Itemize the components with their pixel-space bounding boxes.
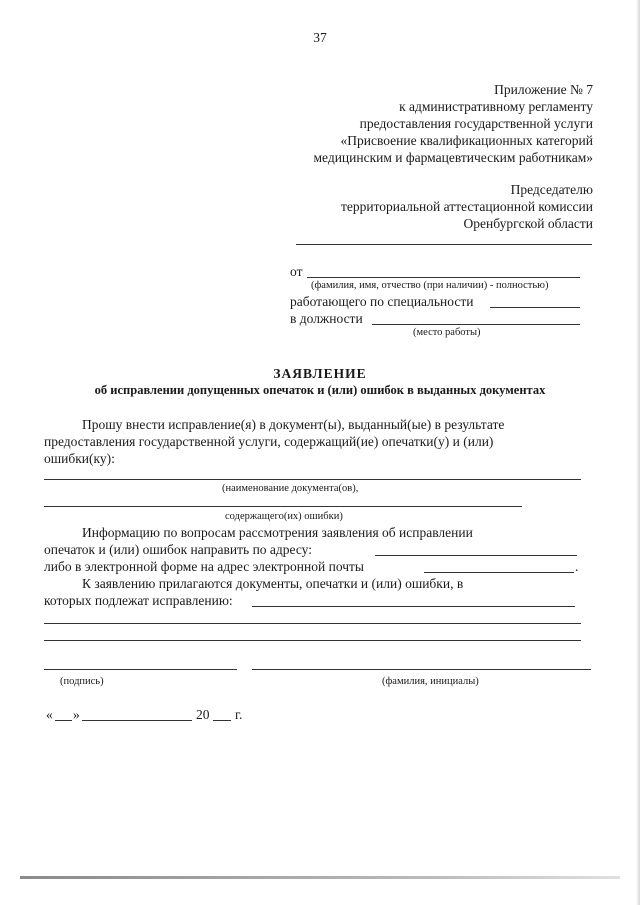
- document-name-line[interactable]: [44, 479, 581, 480]
- p1-line-2: предоставления государственной услуги, содержащий(ие) опечатки(у) и (или): [44, 434, 494, 449]
- fio-caption: (фамилия, имя, отчество (при наличии) - полностью): [311, 280, 549, 291]
- applicant-fio-line[interactable]: [307, 277, 580, 278]
- attachments-line-2[interactable]: [44, 623, 581, 624]
- email-address-line[interactable]: [424, 572, 574, 573]
- date-day-line[interactable]: [55, 720, 72, 721]
- appendix-line-2: к административному регламенту: [399, 99, 593, 114]
- specialty-line[interactable]: [490, 307, 580, 308]
- signature-caption: (подпись): [60, 676, 104, 687]
- document-name-caption: (наименование документа(ов),: [222, 483, 359, 494]
- date-month-line[interactable]: [82, 720, 192, 721]
- p1-line-3: ошибки(ку):: [44, 451, 115, 466]
- position-label: в должности: [290, 311, 363, 326]
- errors-line[interactable]: [44, 506, 522, 507]
- p2-line-1: Информацию по вопросам рассмотрения заявления об исправлении: [82, 525, 473, 540]
- attachments-line-3[interactable]: [44, 640, 581, 641]
- workplace-caption: (место работы): [413, 327, 481, 338]
- p2-line-2: опечаток и (или) ошибок направить по адресу:: [44, 542, 313, 557]
- specialty-label: работающего по специальности: [290, 294, 474, 309]
- date-close-quote: »: [73, 707, 80, 722]
- attachments-line-1[interactable]: [252, 606, 575, 607]
- postal-address-line[interactable]: [375, 555, 577, 556]
- page-number: 37: [313, 30, 327, 45]
- addressee-line-3: Оренбургской области: [463, 216, 593, 231]
- appendix-line-5: медицинским и фармацевтическим работникам»: [313, 150, 593, 165]
- p3-line-1: К заявлению прилагаются документы, опечатки и (или) ошибки, в: [82, 576, 464, 591]
- p1-line-1: Прошу внести исправление(я) в документ(ы), выданный(ые) в результате: [82, 417, 505, 432]
- p3-line-2: которых подлежат исправлению:: [44, 593, 233, 608]
- p2-line-3: либо в электронной форме на адрес электронной почты: [44, 559, 364, 574]
- document-subtitle: об исправлении допущенных опечаток и (или) ошибок в выданных документах: [94, 383, 546, 397]
- name-initials-line[interactable]: [252, 669, 591, 670]
- date-year-line[interactable]: [213, 720, 231, 721]
- p2-period: .: [575, 559, 579, 574]
- appendix-line-4: «Присвоение квалификационных категорий: [340, 133, 593, 148]
- name-initials-caption: (фамилия, инициалы): [382, 676, 479, 687]
- appendix-line-3: предоставления государственной услуги: [359, 116, 593, 131]
- addressee-line-2: территориальной аттестационной комиссии: [340, 199, 593, 214]
- date-year-suffix: г.: [235, 707, 243, 722]
- document-title: ЗАЯВЛЕНИЕ: [273, 366, 367, 381]
- addressee-line-1: Председателю: [510, 182, 593, 197]
- position-line[interactable]: [372, 324, 580, 325]
- date-open-quote: «: [46, 707, 53, 722]
- scan-edge-bottom: [20, 876, 620, 879]
- appendix-line-1: Приложение № 7: [494, 82, 593, 97]
- scan-edge-right: [636, 0, 640, 905]
- errors-caption: содержащего(их) ошибки): [225, 511, 343, 522]
- signature-line[interactable]: [44, 669, 237, 670]
- addressee-name-line[interactable]: [296, 244, 592, 245]
- from-label: от: [290, 264, 303, 279]
- date-year-prefix: 20: [196, 707, 210, 722]
